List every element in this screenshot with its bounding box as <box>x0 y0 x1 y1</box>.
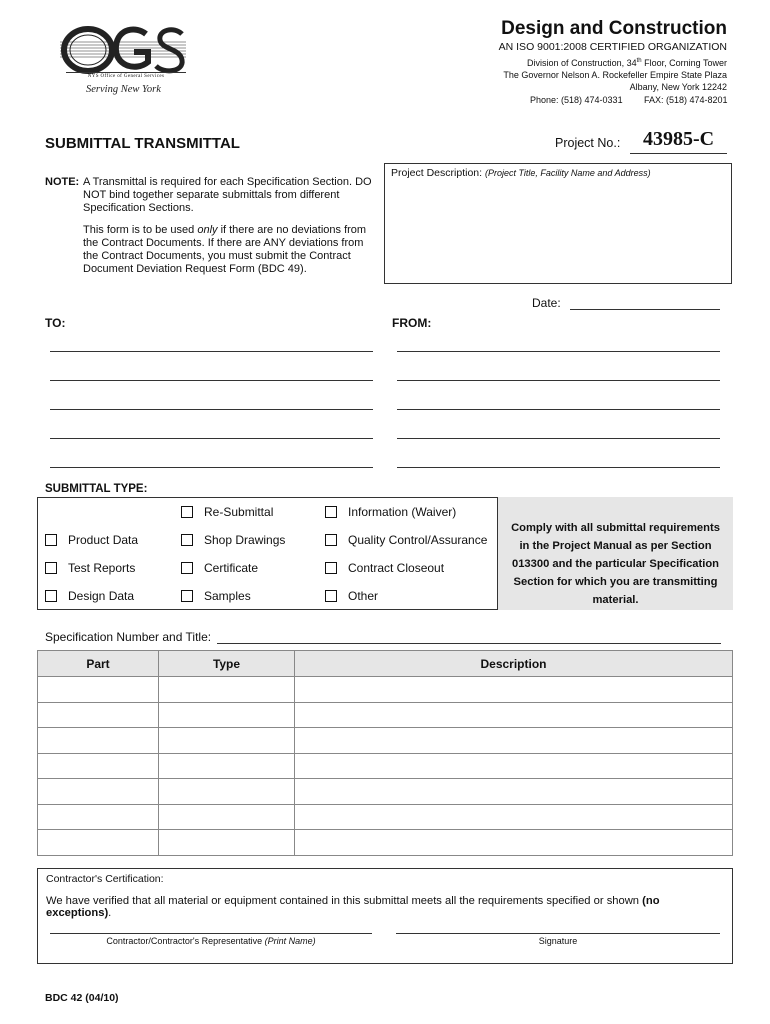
checkbox-design-data[interactable] <box>45 590 57 602</box>
checkbox-samples[interactable] <box>181 590 193 602</box>
project-description-label: Project Description: <box>391 167 483 179</box>
table-cell[interactable] <box>159 830 295 856</box>
table-cell[interactable] <box>38 779 159 805</box>
table-cell[interactable] <box>38 753 159 779</box>
checkbox-label: Contract Closeout <box>348 561 445 575</box>
contractor-name-field[interactable] <box>50 933 372 934</box>
project-number-field[interactable]: 43985-C <box>643 128 715 150</box>
address-line-2: The Governor Nelson A. Rockefeller Empire State Plaza <box>503 70 727 80</box>
table-cell[interactable] <box>38 804 159 830</box>
checkbox-label: Information (Waiver) <box>348 505 457 519</box>
contractor-certification-box <box>37 868 733 964</box>
checkbox-information-waiver[interactable] <box>325 506 337 518</box>
checkbox-label: Certificate <box>204 561 259 575</box>
form-title: SUBMITTAL TRANSMITTAL <box>45 135 240 152</box>
checkbox-label: Re-Submittal <box>204 505 274 519</box>
note-label: NOTE: <box>45 176 80 188</box>
signature-field[interactable] <box>396 933 720 934</box>
table-cell[interactable] <box>295 677 733 703</box>
phone-number: Phone: (518) 474-0331 <box>530 95 623 105</box>
from-line[interactable] <box>397 351 720 352</box>
date-label: Date: <box>532 296 561 310</box>
address-line-3: Albany, New York 12242 <box>629 82 727 92</box>
project-number-underline <box>630 153 727 154</box>
to-line[interactable] <box>50 380 373 381</box>
note-paragraph-1: A Transmittal is required for each Specification Section. DO NOT bind together separate submittals from different Specification Sections. <box>83 176 372 215</box>
certification-statement: We have verified that all material or equipment contained in this submittal meets all the requirements specified or shown (no exceptions). <box>46 895 660 919</box>
column-header-description: Description <box>295 651 733 677</box>
checkbox-contract-closeout[interactable] <box>325 562 337 574</box>
table-cell[interactable] <box>38 702 159 728</box>
column-header-type: Type <box>159 651 295 677</box>
project-description-hint: (Project Title, Facility Name and Address) <box>484 168 651 178</box>
parts-table <box>37 650 733 856</box>
checkbox-label: Test Reports <box>68 561 136 575</box>
table-cell[interactable] <box>159 804 295 830</box>
checkbox-re-submittal[interactable] <box>181 506 193 518</box>
table-row <box>38 728 733 754</box>
fax-number: FAX: (518) 474-8201 <box>644 95 728 105</box>
table-cell[interactable] <box>295 779 733 805</box>
note-paragraph-2: This form is to be used only if there are no deviations from the Contract Documents. If there are ANY deviations from the Contract Documents, you must submit the Contract Document Deviation Request Form (BDC 49). <box>83 223 367 276</box>
checkbox-product-data[interactable] <box>45 534 57 546</box>
table-row <box>38 804 733 830</box>
table-cell[interactable] <box>295 753 733 779</box>
table-cell[interactable] <box>159 779 295 805</box>
column-header-part: Part <box>38 651 159 677</box>
checkbox-quality-control[interactable] <box>325 534 337 546</box>
checkbox-test-reports[interactable] <box>45 562 57 574</box>
table-cell[interactable] <box>159 753 295 779</box>
checkbox-label: Product Data <box>68 533 139 547</box>
table-cell[interactable] <box>159 677 295 703</box>
table-cell[interactable] <box>159 728 295 754</box>
to-label: TO: <box>45 316 66 330</box>
address-line-1: Division of Construction, 34th Floor, Corning Tower <box>527 58 727 68</box>
checkbox-shop-drawings[interactable] <box>181 534 193 546</box>
project-number-label: Project No.: <box>555 136 621 150</box>
table-cell[interactable] <box>38 677 159 703</box>
date-field[interactable] <box>570 309 720 310</box>
signature-caption: Signature <box>538 936 578 946</box>
to-line[interactable] <box>50 409 373 410</box>
to-line[interactable] <box>50 467 373 468</box>
to-line[interactable] <box>50 351 373 352</box>
checkbox-label: Shop Drawings <box>204 533 286 547</box>
checkbox-label: Quality Control/Assurance <box>348 533 488 547</box>
project-description-field[interactable] <box>384 163 732 284</box>
from-line[interactable] <box>397 409 720 410</box>
checkbox-label: Other <box>348 589 379 603</box>
iso-certification: AN ISO 9001:2008 CERTIFIED ORGANIZATION <box>498 41 727 53</box>
logo-tagline: Serving New York <box>86 84 161 95</box>
checkbox-other[interactable] <box>325 590 337 602</box>
table-row <box>38 779 733 805</box>
from-line[interactable] <box>397 380 720 381</box>
specification-field[interactable] <box>217 643 721 644</box>
submittal-type-label: SUBMITTAL TYPE: <box>45 483 148 495</box>
table-cell[interactable] <box>295 804 733 830</box>
checkbox-label: Design Data <box>68 589 135 603</box>
table-cell[interactable] <box>295 830 733 856</box>
form-code: BDC 42 (04/10) <box>45 992 119 1004</box>
checkbox-certificate[interactable] <box>181 562 193 574</box>
checkbox-label: Samples <box>204 589 251 603</box>
submittal-requirements-notice: Comply with all submittal requirements in the Project Manual as per Section 013300 and the particular Specification Section for which you are transmitting material. <box>497 497 733 610</box>
table-row <box>38 753 733 779</box>
note-block <box>45 176 375 276</box>
from-label: FROM: <box>392 316 432 330</box>
specification-label: Specification Number and Title: <box>45 630 212 644</box>
table-cell[interactable] <box>159 702 295 728</box>
to-line[interactable] <box>50 438 373 439</box>
certification-title: Contractor's Certification: <box>46 873 164 885</box>
table-row <box>38 702 733 728</box>
table-row <box>38 677 733 703</box>
table-cell[interactable] <box>38 728 159 754</box>
table-cell[interactable] <box>295 728 733 754</box>
from-line[interactable] <box>397 438 720 439</box>
department-title: Design and Construction <box>501 18 727 39</box>
logo-caption: NYS Office of General Services <box>66 72 186 79</box>
from-line[interactable] <box>397 467 720 468</box>
table-row <box>38 830 733 856</box>
table-cell[interactable] <box>38 830 159 856</box>
table-cell[interactable] <box>295 702 733 728</box>
contractor-name-caption: Contractor/Contractor's Representative (Print Name) <box>106 936 316 946</box>
